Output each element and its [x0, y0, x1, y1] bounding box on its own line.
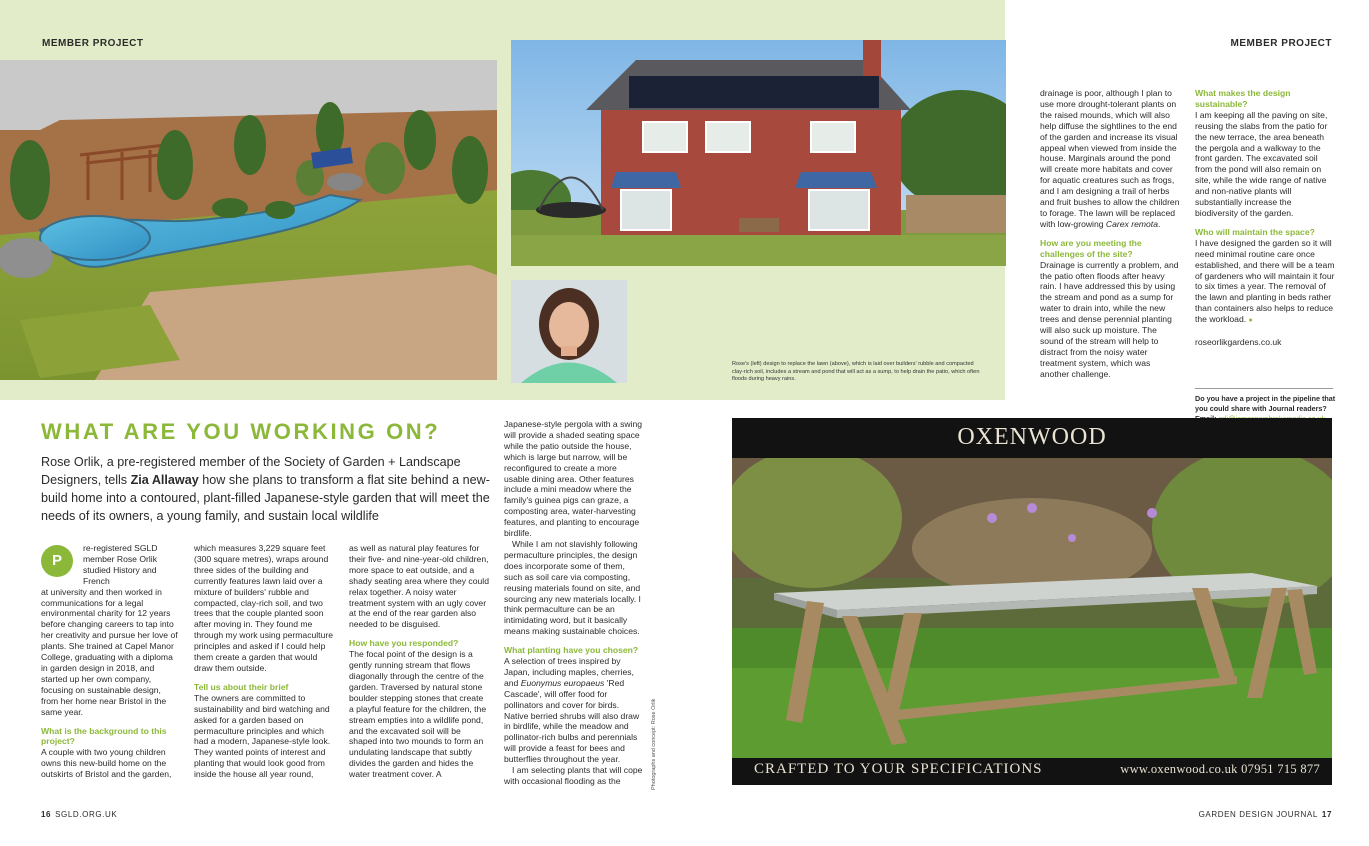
- garden-design-rendering: [0, 60, 497, 380]
- divider: [1195, 388, 1333, 389]
- body-column-3: [349, 543, 489, 780]
- body-column-1: [41, 543, 179, 780]
- paragraph: The focal point of the design is a gently running stream that flows diagonally through the centre of the garden. Traversed by natural stone boulder stepping stones that create a playful feature for the children, the stream empties into a wildlife pond, and the excavated soil will be shaped into two mounds to form an undulating landscape that subtly divides the garden and hides the water treatment cover. A: [349, 649, 487, 780]
- paragraph: I have designed the garden so it will need minimal routine care once established, and there will be a team of gardeners who will maintain it four to six times a year. The removal of the lawn and planting in beds rather than containers also helps to reduce the workload. ●: [1195, 237, 1335, 325]
- page-number-left: 16: [41, 810, 52, 819]
- author-name: Zia Allaway: [130, 473, 199, 487]
- ad-table-photo: [732, 458, 1332, 758]
- kicker-left: MEMBER PROJECT: [42, 38, 144, 49]
- paragraph: Japanese-style pergola with a swing will provide a shaded seating space while the patio outside the house, which is large but narrow, will be reconfigured to create a more usable dining area. Other features include a mini meadow where the family's guinea pigs can graze, a composting area, water-harvesting features, and planting to encourage birdlife.: [504, 419, 643, 539]
- ad-tagline: CRAFTED TO YOUR SPECIFICATIONS: [754, 761, 1043, 777]
- paragraph: at university and then worked in communications for a legal environmental charity for 12 years before changing careers to tap into her creativity and pursue her love of plants. She trained at Capel Manor College, graduating with a diploma in garden design in 2018, and started up her own company, focusing on sustainable design, from her home near Bristol in the same year.: [41, 586, 178, 717]
- subheading: Tell us about their brief: [194, 681, 289, 692]
- folio-right: [1199, 810, 1332, 819]
- body-column-4: [504, 419, 644, 787]
- paragraph: The owners are committed to sustainability and bird watching and asked for a garden based on permaculture principles and which had a modern, Japanese-style look. They wanted points of interest and planting that would look good from inside the house all year round,: [194, 692, 331, 780]
- kicker-right: MEMBER PROJECT: [1230, 38, 1332, 49]
- house-garden-photo: [511, 40, 1006, 266]
- subheading: How have you responded?: [349, 638, 459, 649]
- subheading: What planting have you chosen?: [504, 645, 639, 656]
- drop-cap: P: [41, 545, 73, 577]
- paragraph: re-registered SGLD member Rose Orlik studied History and French: [83, 543, 158, 586]
- site-name: SGLD.ORG.UK: [55, 810, 118, 819]
- subheading: What makes the design sustainable?: [1195, 88, 1291, 109]
- standfirst: Rose Orlik, a pre-registered member of the Society of Garden + Landscape Designers, tells Zia Allaway how she plans to transform a flat site behind a new-build home into a contoured, plant-filled Japanese-style garden that will meet the needs of its owners, a young family, and sustain local wildlife: [41, 455, 490, 523]
- paragraph: A selection of trees inspired by Japan, including maples, cherries, and Euonymus europaeus 'Red Cascade', will offer food for pollinators and cover for birds. Native berried shrubs will also draw in birdlife, while the meadow and pollinator-rich bulbs and perennials will provide a feast for bees and butterflies throughout the year.: [504, 656, 640, 765]
- paragraph: which measures 3,229 square feet (300 square metres), wraps around three sides of the building and currently features lawn laid over a mixture of builders' rubble and compacted, clay-rich soil, and two trees that the couple planted soon after moving in. They found me through my work using permaculture principles and asked if I could help them create a garden that would draw them outside.: [194, 543, 333, 673]
- paragraph: as well as natural play features for their five- and nine-year-old children, more space to eat outside, and a shady seating area where they could relax together. A noisy water treatment system with an ugly cover at the end of the rear garden also needed to be disguised.: [349, 543, 489, 630]
- end-mark-icon: ●: [1248, 317, 1253, 325]
- paragraph: A couple with two young children owns this new-build home on the outskirts of Bristol and the garden,: [41, 747, 172, 780]
- subheading: Who will maintain the space?: [1195, 226, 1315, 237]
- right-column-2: [1195, 88, 1335, 348]
- photo-credit: Photographs and concept: Rose Orlik: [651, 698, 657, 790]
- website-link[interactable]: roseorlikgardens.co.uk: [1195, 337, 1282, 348]
- designer-portrait: [511, 280, 627, 383]
- paragraph: While I am not slavishly following permaculture principles, the design does incorporate some of them, such as soil care via composting, reusing materials found on site, and sourcing any new materials locally. I think permaculture can be an intimidating word, but it basically means making sustainable choices.: [504, 538, 641, 637]
- page-number-right: 17: [1321, 810, 1332, 819]
- journal-name: GARDEN DESIGN JOURNAL: [1198, 810, 1318, 819]
- subheading: How are you meeting the challenges of the site?: [1040, 237, 1142, 259]
- right-column-1: [1040, 88, 1180, 380]
- ad-contact[interactable]: www.oxenwood.co.uk 07951 715 877: [1120, 762, 1320, 776]
- photo-caption: Rose's (left) design to replace the lawn (above), which is laid over builders' rubble and compacted clay-rich soil, includes a stream and pond that will act as a sump, to help drain the patio, which often floods during heavy rains.: [732, 361, 980, 382]
- body-column-2: [194, 543, 334, 780]
- ad-logo: OXENWOOD: [957, 424, 1107, 450]
- subheading: What is the background to this project?: [41, 725, 167, 747]
- paragraph: I am selecting plants that will cope with occasional flooding as the: [504, 765, 643, 786]
- paragraph: drainage is poor, although I plan to use more drought-tolerant plants on the raised mounds, which will also help diffuse the sightlines to the end of the garden and increase its visual appeal when viewed from inside the house. Marginals around the pond will create more habitats and cover for aquatic creatures such as frogs, and I am designing a trail of herbs and fruit bushes to allow the children to forage. The lawn will be replaced with low-growing Carex remota.: [1040, 88, 1180, 229]
- article-headline: WHAT ARE YOU WORKING ON?: [41, 419, 441, 444]
- pitch-question: Do you have a project in the pipeline that you could share with Journal readers?: [1195, 394, 1336, 413]
- folio-left: [41, 810, 117, 819]
- paragraph: I am keeping all the paving on site, reusing the slabs from the patio for the new terrace, the area beneath the pergola and a walkway to the front garden. The excavated soil from the pond will also remain on site, while the wide range of native and non-native plants will substantially increase the biodiversity of the garden.: [1195, 109, 1328, 218]
- oxenwood-advert[interactable]: [732, 418, 1332, 785]
- paragraph: Drainage is currently a problem, and the patio often floods after heavy rain. I have addressed this by using the stream and pond as a sump for water to drain into, while the new trees and dense perennial planting will also suck up moisture. The sound of the stream will help to distract from the noisy water treatment system, which was another challenge.: [1040, 259, 1179, 379]
